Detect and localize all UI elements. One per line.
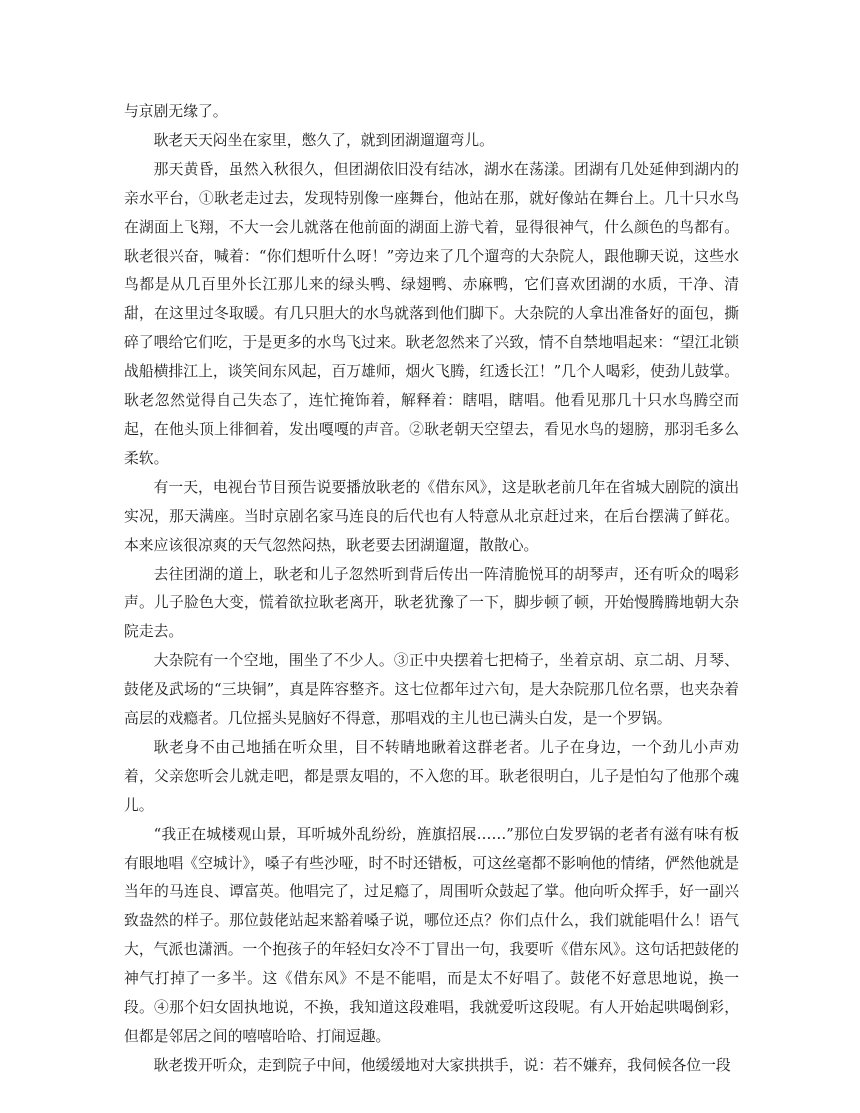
paragraph-2: 耿老天天闷坐在家里，憋久了，就到团湖遛遛弯儿。 bbox=[153, 131, 494, 149]
paragraph-9: 耿老拨开听众，走到院子中间，他缓缓地对大家拱拱手，说：若不嫌弃，我伺候各位一段 bbox=[153, 1056, 731, 1074]
paragraph-5: 去往团湖的道上，耿老和儿子忽然听到背后传出一阵清脆悦耳的胡琴声，还有听众的喝彩声。儿子脸色大变，慌着欲拉耿老离开，耿老犹豫了一下，脚步顿了顿，开始慢腾腾地朝大杂院走去。 bbox=[124, 565, 739, 641]
article-body bbox=[124, 98, 739, 1081]
paragraph-8: “我正在城楼观山景，耳听城外乱纷纷，旌旗招展……”那位白发罗锅的老者有滋有味有板有眼地唱《空城计》，嗓子有些沙哑，时不时还错板，可这丝毫都不影响他的情绪，俨然他就是当年的马连良、谭富英。他唱完了，过足瘾了，周围听众鼓起了掌。他向听众挥手，好一副兴致盎然的样子。那位鼓佬站起来豁着嗓子说，哪位还点？你们点什么，我们就能唱什么！语气大，气派也潇洒。一个抱孩子的年轻妇女冷不丁冒出一句，我要听《借东风》。这句话把鼓佬的神气打掉了一多半。这《借东风》不是不能唱，而是太不好唱了。鼓佬不好意思地说，换一段。④那个妇女固执地说，不换，我知道这段难唱，我就爱听这段呢。有人开始起哄喝倒彩，但都是邻居之间的嘻嘻哈哈、打闹逗趣。 bbox=[124, 825, 739, 1045]
paragraph-1: 与京剧无缘了。 bbox=[124, 103, 228, 120]
paragraph-3: 那天黄昏，虽然入秋很久，但团湖依旧没有结冰，湖水在荡漾。团湖有几处延伸到湖内的亲水平台，①耿老走过去，发现特别像一座舞台，他站在那，就好像站在舞台上。几十只水鸟在湖面上飞翔，不大一会儿就落在他前面的湖面上游弋着，显得很神气，什么颜色的鸟都有。耿老很兴奋，喊着：“你们想听什么呀！”旁边来了几个遛弯的大杂院人，跟他聊天说，这些水鸟都是从几百里外长江那儿来的绿头鸭、绿翅鸭、赤麻鸭，它们喜欢团湖的水质，干净、清甜，在这里过冬取暖。有几只胆大的水鸟就落到他们脚下。大杂院的人拿出准备好的面包，撕碎了喂给它们吃，于是更多的水鸟飞过来。耿老忽然来了兴致，情不自禁地唱起来：“望江北锁战船横排江上，谈笑间东风起，百万雄师，烟火飞腾，红透长江！”几个人喝彩，使劲儿鼓掌。耿老忽然觉得自己失态了，连忙掩饰着，解释着：瞎唱，瞎唱。他看见那几十只水鸟腾空而起，在他头顶上徘徊着，发出嘎嘎的声音。②耿老朝天空望去，看见水鸟的翅膀，那羽毛多么柔软。 bbox=[124, 160, 739, 467]
paragraph-4: 有一天，电视台节目预告说要播放耿老的《借东风》，这是耿老前几年在省城大剧院的演出实况，那天满座。当时京剧名家马连良的后代也有人特意从北京赶过来，在后台摆满了鲜花。本来应该很凉爽的天气忽然闷热，耿老要去团湖遛遛，散散心。 bbox=[124, 478, 739, 554]
paragraph-7: 耿老身不由己地插在听众里，目不转睛地瞅着这群老者。儿子在身边，一个劲儿小声劝着，父亲您听会儿就走吧，都是票友唱的，不入您的耳。耿老很明白，儿子是怕勾了他那个魂儿。 bbox=[124, 738, 739, 814]
paragraph-6: 大杂院有一个空地，围坐了不少人。③正中央摆着七把椅子，坐着京胡、京二胡、月琴、鼓佬及武场的“三块铜”，真是阵容整齐。这七位都年过六旬，是大杂院那几位名票，也夹杂着高层的戏瘾者。几位摇头晃脑好不得意，那唱戏的主儿也已满头白发，是一个罗锅。 bbox=[124, 652, 739, 728]
